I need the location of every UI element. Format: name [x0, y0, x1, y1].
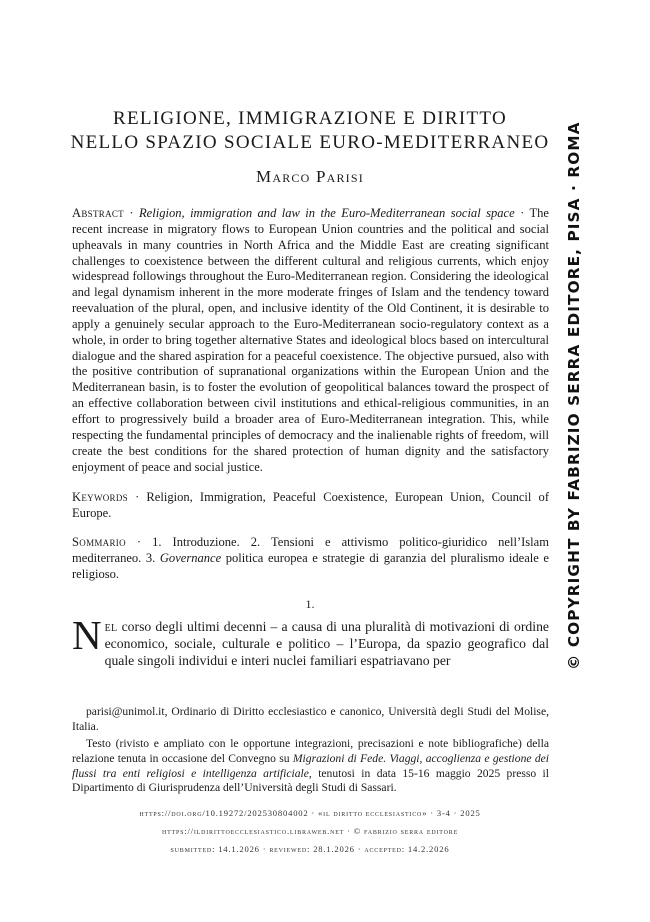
keywords-separator: ·	[127, 490, 147, 504]
abstract-label: Abstract	[72, 206, 124, 220]
footnote-note-a: Testo (rivisto e ampliato con le opportune integrazioni, precisazioni e note bibliografiche) della relazione tenuta in occasione del Convegno su	[72, 737, 549, 765]
intro-paragraph	[72, 612, 549, 669]
drop-cap: N	[72, 612, 102, 658]
summary-label: Sommario	[72, 535, 126, 549]
article-title-line-1: RELIGIONE, IMMIGRAZIONE E DIRITTO	[113, 108, 507, 129]
summary-part-1: 1. Introduzione. 2. Tensioni e attivismo politico-giuridico nell’Islam mediterraneo. 3.	[72, 535, 549, 565]
abstract-separator: ·	[123, 206, 139, 220]
footnote-note	[72, 737, 549, 796]
keywords-label: Keywords	[72, 490, 128, 504]
keywords	[72, 490, 549, 522]
abstract-title: Religion, immigration and law in the Euro-Mediterranean social space	[139, 206, 515, 220]
footer-url-line: https://ildirittoecclesiastico.libraweb.net · © fabrizio serra editore	[161, 826, 459, 836]
footnote-affiliation: parisi@unimol.it, Ordinario di Diritto ecclesiastico e canonico, Università degli Studi del Molise, Italia.	[72, 705, 549, 733]
article-title-line-2: NELLO SPAZIO SOCIALE EURO-MEDITERRANEO	[70, 132, 550, 153]
section-number: 1.	[305, 597, 315, 611]
summary	[72, 535, 549, 583]
footnote-note-c: , tenutosi in data 15-16 maggio 2025 presso il Dipartimento di Giurisprudenza dell’Università degli Studi di Sassari.	[72, 766, 550, 795]
footnote-note-b: Migrazioni di Fede. Viaggi, accoglienza e gestione dei flussi tra enti religiosi e intelligenza artificiale	[72, 751, 549, 780]
footer-dates-line: submitted: 14.1.2026 · reviewed: 28.1.2026 · accepted: 14.2.2026	[170, 844, 450, 854]
abstract	[72, 206, 549, 475]
author-name: Marco Parisi	[256, 167, 364, 186]
abstract-separator-2: ·	[514, 206, 530, 220]
copyright-vertical: © COPYRIGHT BY FABRIZIO SERRA EDITORE, PISA · ROMA	[565, 121, 583, 670]
summary-separator: ·	[125, 535, 153, 549]
summary-governance: Governance	[159, 550, 222, 565]
summary-part-2: politica europea e strategie di garanzia del pluralismo ideale e religioso.	[72, 550, 549, 581]
footer-doi-line: https://doi.org/10.19272/202530804002 · «il diritto ecclesiastico» · 3-4 · 2025	[139, 808, 481, 818]
keywords-text: Religion, Immigration, Peaceful Coexistence, European Union, Council of Europe.	[72, 490, 549, 520]
intro-lead: el	[104, 619, 118, 634]
intro-text: corso degli ultimi decenni – a causa di una pluralità di motivazioni di ordine economico, sociale, culturale e politico – l’Europa, da spazio geografico dal quale singoli individui e interi nuclei familiari espatriavano per	[104, 619, 549, 668]
abstract-text: The recent increase in migratory flows to European Union countries and the political and social upheavals in many countries in North Africa and the Middle East are creating significant challenges to coexistence between the different cultural and religious currents, which enjoy widespread followings throughout the Euro-Mediterranean region. Considering the ideological and legal dynamism inherent in the more moderate fringes of Islam and the tendency toward reevaluation of the plural, open, and inclusive identity of the Old Continent, it is desirable to apply a genuinely secular approach to the Euro-Mediterranean socio-regulatory context as a whole, in order to bring together alternative States and ideological blocs based on intercultural dialogue and the shared aspiration for a peaceful coexistence. The objective pursued, also with the positive contribution of supranational organizations within the European Union and the Mediterranean basin, is to foster the evolution of geopolitical balances toward the prospect of an effective collaboration between civil institutions and ethical-religious communities, in an effort to progressively build a broader area of Euro-Mediterranean integration. This, while respecting the fundamental principles of democracy and the inalienable rights of freedom, will create the best conditions for the shared protection of human dignity and the satisfactory enjoyment of peace and social justice.	[72, 206, 549, 474]
